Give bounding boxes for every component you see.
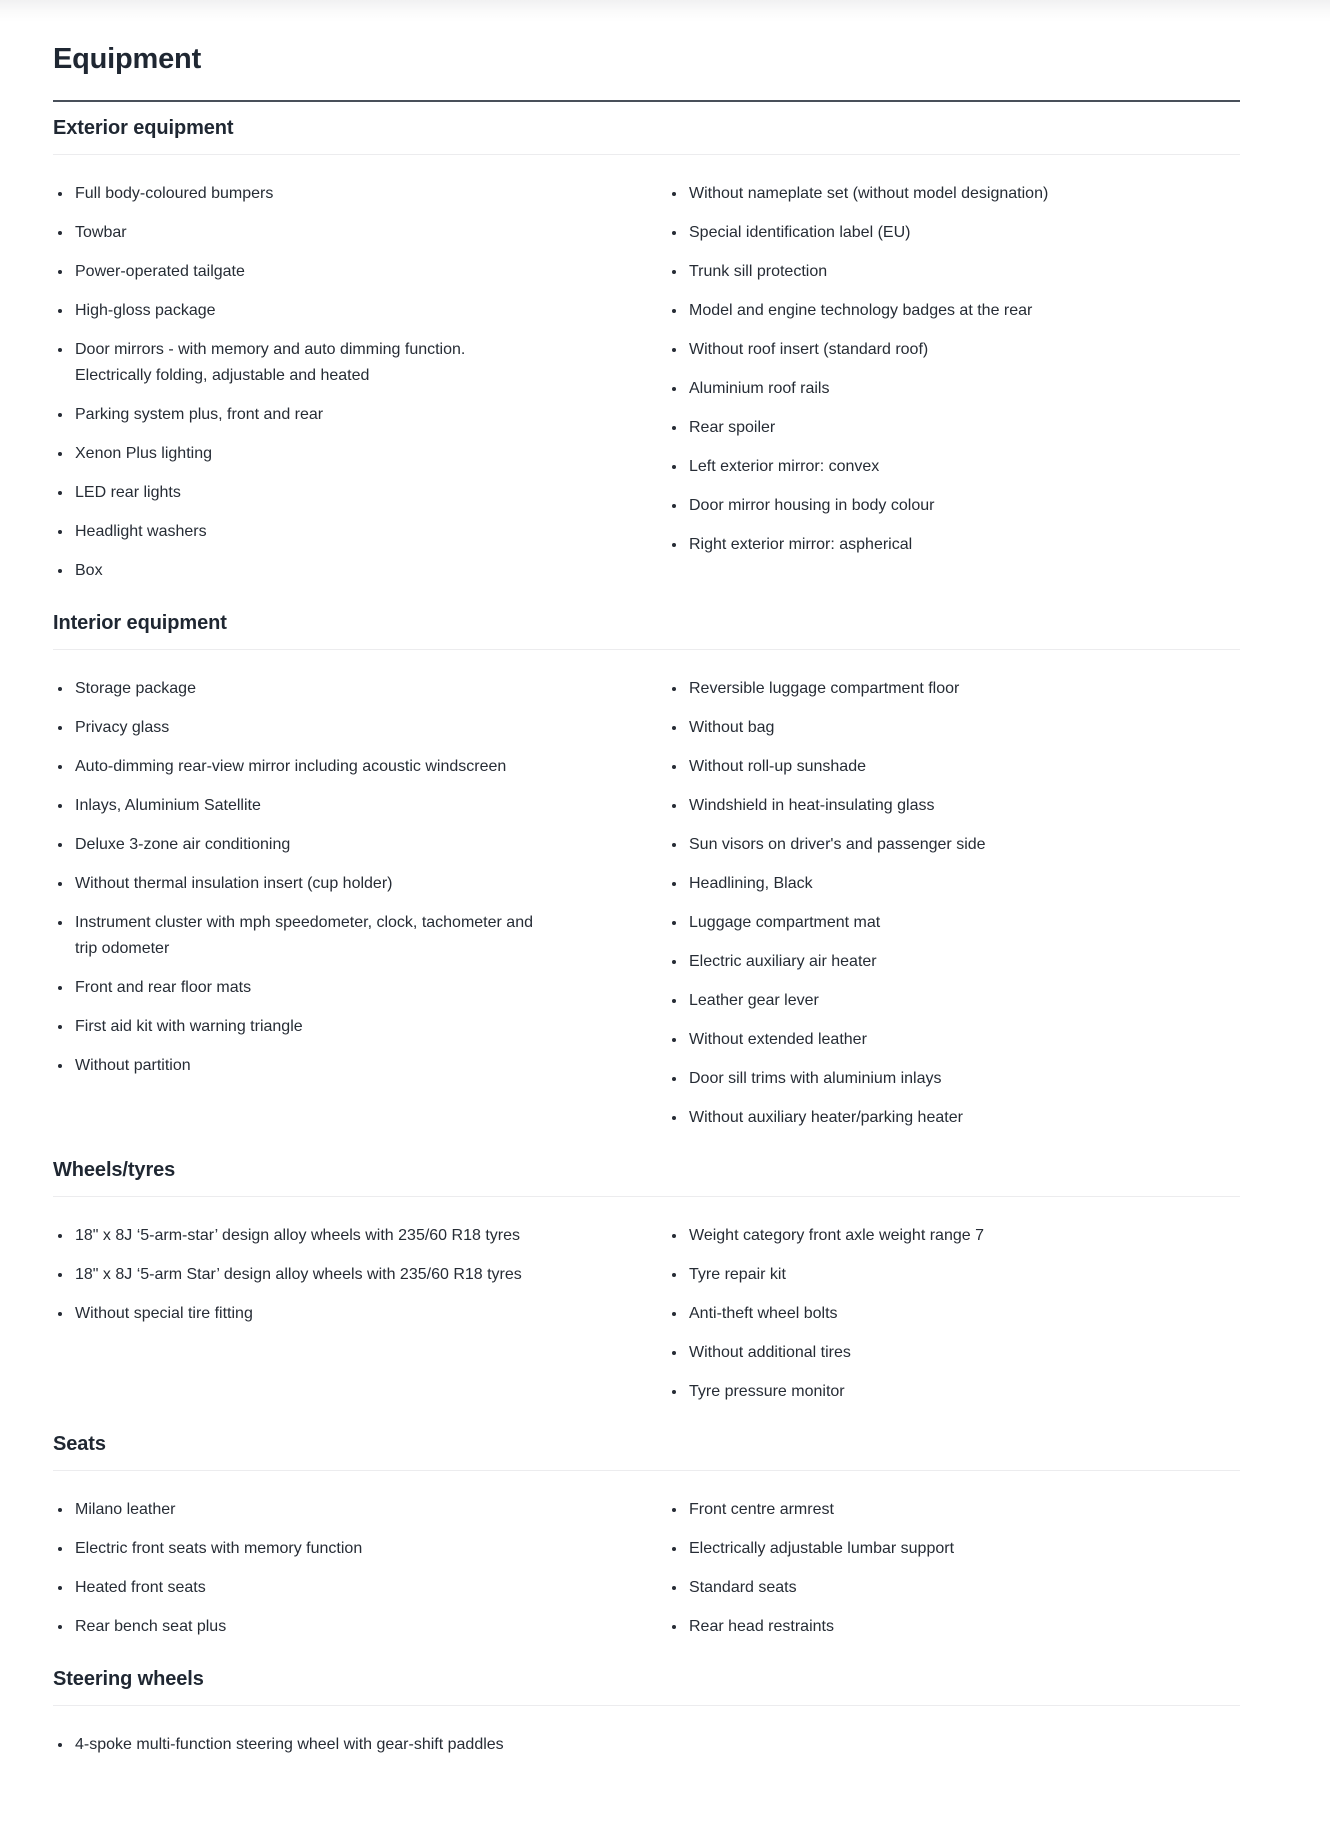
section-heading: Seats <box>53 1430 1240 1471</box>
list-item: • Door sill trims with aluminium inlays <box>687 1066 1147 1092</box>
page-title: Equipment <box>53 43 202 75</box>
list-item: • Auto-dimming rear-view mirror including acoustic windscreen <box>73 754 533 780</box>
section-list-right <box>667 1223 1167 1418</box>
list-item: • 18" x 8J ‘5-arm Star’ design alloy wheels with 235/60 R18 tyres <box>73 1262 533 1288</box>
list-item: • Tyre pressure monitor <box>687 1379 1147 1405</box>
list-item: • Power-operated tailgate <box>73 259 533 285</box>
list-item: • Leather gear lever <box>687 988 1147 1014</box>
equipment-section <box>53 114 1240 597</box>
list-item: • Without bag <box>687 715 1147 741</box>
list-item: • Rear spoiler <box>687 415 1147 441</box>
list-item: • Reversible luggage compartment floor <box>687 676 1147 702</box>
section-list-left <box>53 1223 553 1418</box>
title-divider <box>53 100 1240 102</box>
list-item: • Inlays, Aluminium Satellite <box>73 793 533 819</box>
list-item: • Towbar <box>73 220 533 246</box>
list-item: • Model and engine technology badges at the rear <box>687 298 1147 324</box>
equipment-section <box>53 1156 1240 1418</box>
list-item: • Heated front seats <box>73 1575 533 1601</box>
list-item: • Without roll-up sunshade <box>687 754 1147 780</box>
list-item: • Front centre armrest <box>687 1497 1147 1523</box>
list-item: • Without nameplate set (without model designation) <box>687 181 1147 207</box>
list-item: • Front and rear floor mats <box>73 975 533 1001</box>
list-item: • Electric auxiliary air heater <box>687 949 1147 975</box>
list-item: • High-gloss package <box>73 298 533 324</box>
list-item: • Storage package <box>73 676 533 702</box>
list-item: • Aluminium roof rails <box>687 376 1147 402</box>
list-item: • Weight category front axle weight range 7 <box>687 1223 1147 1249</box>
section-columns <box>53 676 1240 1144</box>
list-item: • Deluxe 3-zone air conditioning <box>73 832 533 858</box>
list-item: • 4-spoke multi-function steering wheel with gear-shift paddles <box>73 1732 533 1758</box>
list-item: • Luggage compartment mat <box>687 910 1147 936</box>
list-item: • Anti-theft wheel bolts <box>687 1301 1147 1327</box>
section-heading: Interior equipment <box>53 609 1240 650</box>
list-item: • Without special tire fitting <box>73 1301 533 1327</box>
list-item: • Milano leather <box>73 1497 533 1523</box>
list-item: • Headlining, Black <box>687 871 1147 897</box>
equipment-section <box>53 609 1240 1144</box>
list-item: • Sun visors on driver's and passenger side <box>687 832 1147 858</box>
section-heading: Wheels/tyres <box>53 1156 1240 1197</box>
list-item: • Electrically adjustable lumbar support <box>687 1536 1147 1562</box>
section-list-right <box>667 1732 1167 1771</box>
list-item: • Xenon Plus lighting <box>73 441 533 467</box>
list-item: • Windshield in heat-insulating glass <box>687 793 1147 819</box>
list-item: • 18" x 8J ‘5-arm-star’ design alloy wheels with 235/60 R18 tyres <box>73 1223 533 1249</box>
list-item: • Parking system plus, front and rear <box>73 402 533 428</box>
list-item: • Privacy glass <box>73 715 533 741</box>
section-columns <box>53 1732 1240 1771</box>
section-list-left <box>53 1732 553 1771</box>
list-item: • Right exterior mirror: aspherical <box>687 532 1147 558</box>
list-item: • Door mirror housing in body colour <box>687 493 1147 519</box>
list-item: • Rear head restraints <box>687 1614 1147 1640</box>
list-item: • Electric front seats with memory function <box>73 1536 533 1562</box>
section-list-left <box>53 1497 553 1653</box>
equipment-section <box>53 1430 1240 1653</box>
list-item: • Without thermal insulation insert (cup holder) <box>73 871 533 897</box>
list-item: • Instrument cluster with mph speedometer, clock, tachometer and trip odometer <box>73 910 533 962</box>
list-item: • Tyre repair kit <box>687 1262 1147 1288</box>
section-heading: Exterior equipment <box>53 114 1240 155</box>
list-item: • LED rear lights <box>73 480 533 506</box>
equipment-section <box>53 1665 1240 1771</box>
sections-container <box>53 114 1240 1771</box>
section-list-right <box>667 1497 1167 1653</box>
section-heading: Steering wheels <box>53 1665 1240 1706</box>
list-item: • Without additional tires <box>687 1340 1147 1366</box>
list-item: • Trunk sill protection <box>687 259 1147 285</box>
section-list-right <box>667 676 1167 1144</box>
list-item: • Rear bench seat plus <box>73 1614 533 1640</box>
list-item: • Box <box>73 558 533 584</box>
list-item: • First aid kit with warning triangle <box>73 1014 533 1040</box>
list-item: • Headlight washers <box>73 519 533 545</box>
list-item: • Full body-coloured bumpers <box>73 181 533 207</box>
list-item: • Standard seats <box>687 1575 1147 1601</box>
section-list-left <box>53 181 553 597</box>
list-item: • Door mirrors - with memory and auto dimming function. Electrically folding, adjustable and heated <box>73 337 533 389</box>
section-list-right <box>667 181 1167 597</box>
section-columns <box>53 1497 1240 1653</box>
section-columns <box>53 181 1240 597</box>
list-item: • Without extended leather <box>687 1027 1147 1053</box>
list-item: • Left exterior mirror: convex <box>687 454 1147 480</box>
list-item: • Without roof insert (standard roof) <box>687 337 1147 363</box>
list-item: • Without partition <box>73 1053 533 1079</box>
list-item: • Special identification label (EU) <box>687 220 1147 246</box>
section-columns <box>53 1223 1240 1418</box>
section-list-left <box>53 676 553 1144</box>
list-item: • Without auxiliary heater/parking heater <box>687 1105 1147 1131</box>
